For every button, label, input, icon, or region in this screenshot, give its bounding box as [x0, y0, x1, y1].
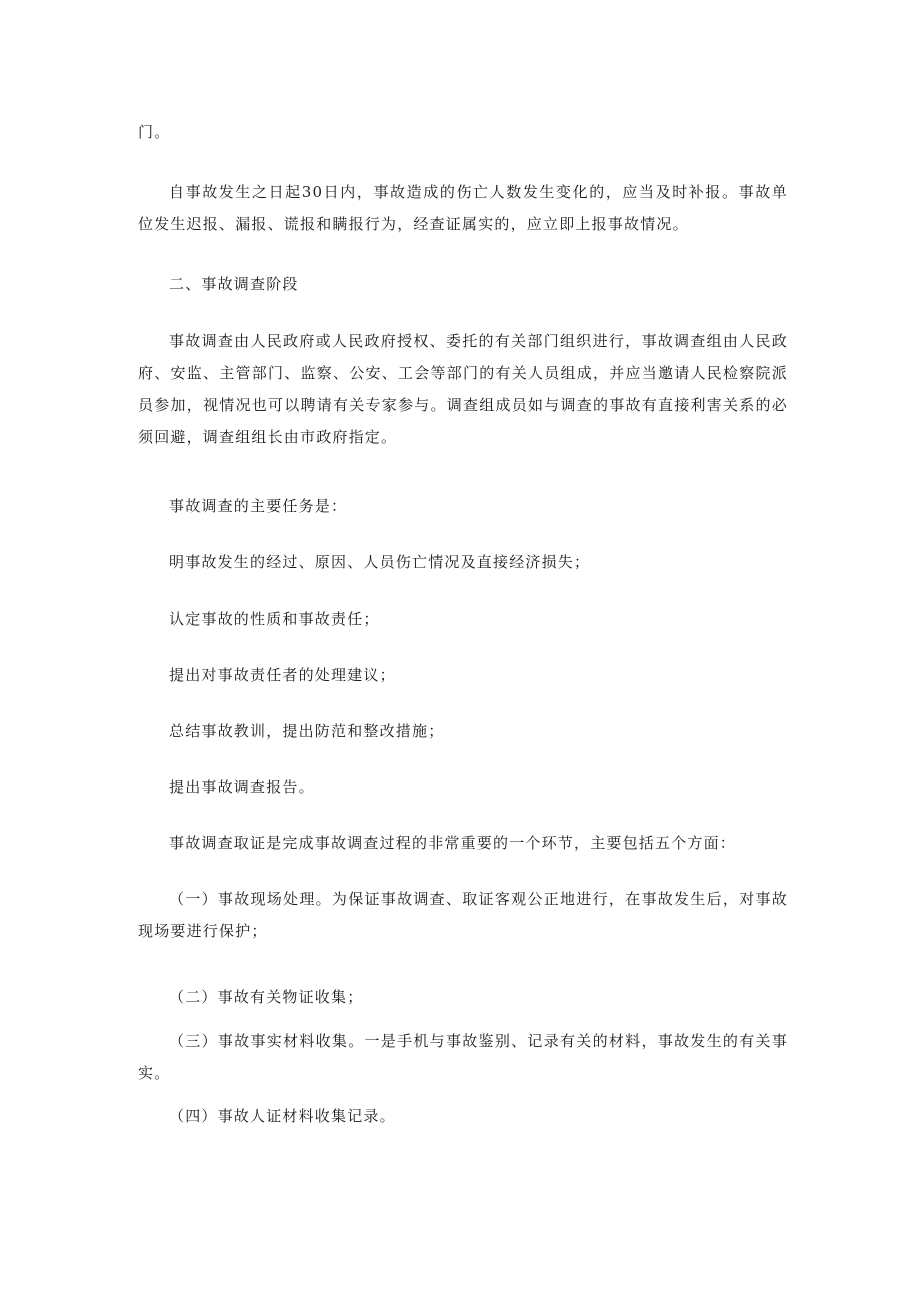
list-item-task-4: 总结事故教训，提出防范和整改措施； — [169, 722, 445, 740]
paragraph-investigation-team: 事故调查由人民政府或人民政府授权、委托的有关部门组织进行，事故调查组由人民政府、安监、主管部门、监察、公安、工会等部门的有关人员组成，并应当邀请人民检察院派员参加，视情况也可以聘请有关专家参与。调查组成员如与调查的事故有直接利害关系的必须回避，调查组组长由市政府指定。 — [138, 332, 788, 446]
paragraph-main-tasks: 事故调查的主要任务是： — [169, 497, 348, 515]
list-item-task-1: 明事故发生的经过、原因、人员伤亡情况及直接经济损失； — [169, 553, 591, 571]
section-heading-investigation: 二、事故调查阶段 — [169, 275, 299, 293]
list-item-aspect-2: （二）事故有关物证收集； — [169, 988, 364, 1006]
list-item-task-3: 提出对事故责任者的处理建议； — [169, 666, 396, 684]
paragraph-report-supplement: 自事故发生之日起30日内，事故造成的伤亡人数发生变化的，应当及时补报。事故单位发生迟报、漏报、谎报和瞒报行为，经查证属实的，应立即上报事故情况。 — [138, 183, 788, 233]
list-item-aspect-3: （三）事故事实材料收集。一是手机与事故鉴别、记录有关的材料，事故发生的有关事实。 — [138, 1032, 788, 1082]
list-item-aspect-4: （四）事故人证材料收集记录。 — [169, 1107, 396, 1125]
paragraph-continuation: 门。 — [138, 123, 171, 141]
paragraph-evidence-collection: 事故调查取证是完成事故调查过程的非常重要的一个环节，主要包括五个方面： — [169, 834, 737, 852]
list-item-aspect-1: （一）事故现场处理。为保证事故调查、取证客观公正地进行，在事故发生后，对事故现场要进行保护； — [138, 890, 788, 940]
list-item-task-2: 认定事故的性质和事故责任； — [169, 610, 380, 628]
list-item-task-5: 提出事故调查报告。 — [169, 778, 315, 796]
